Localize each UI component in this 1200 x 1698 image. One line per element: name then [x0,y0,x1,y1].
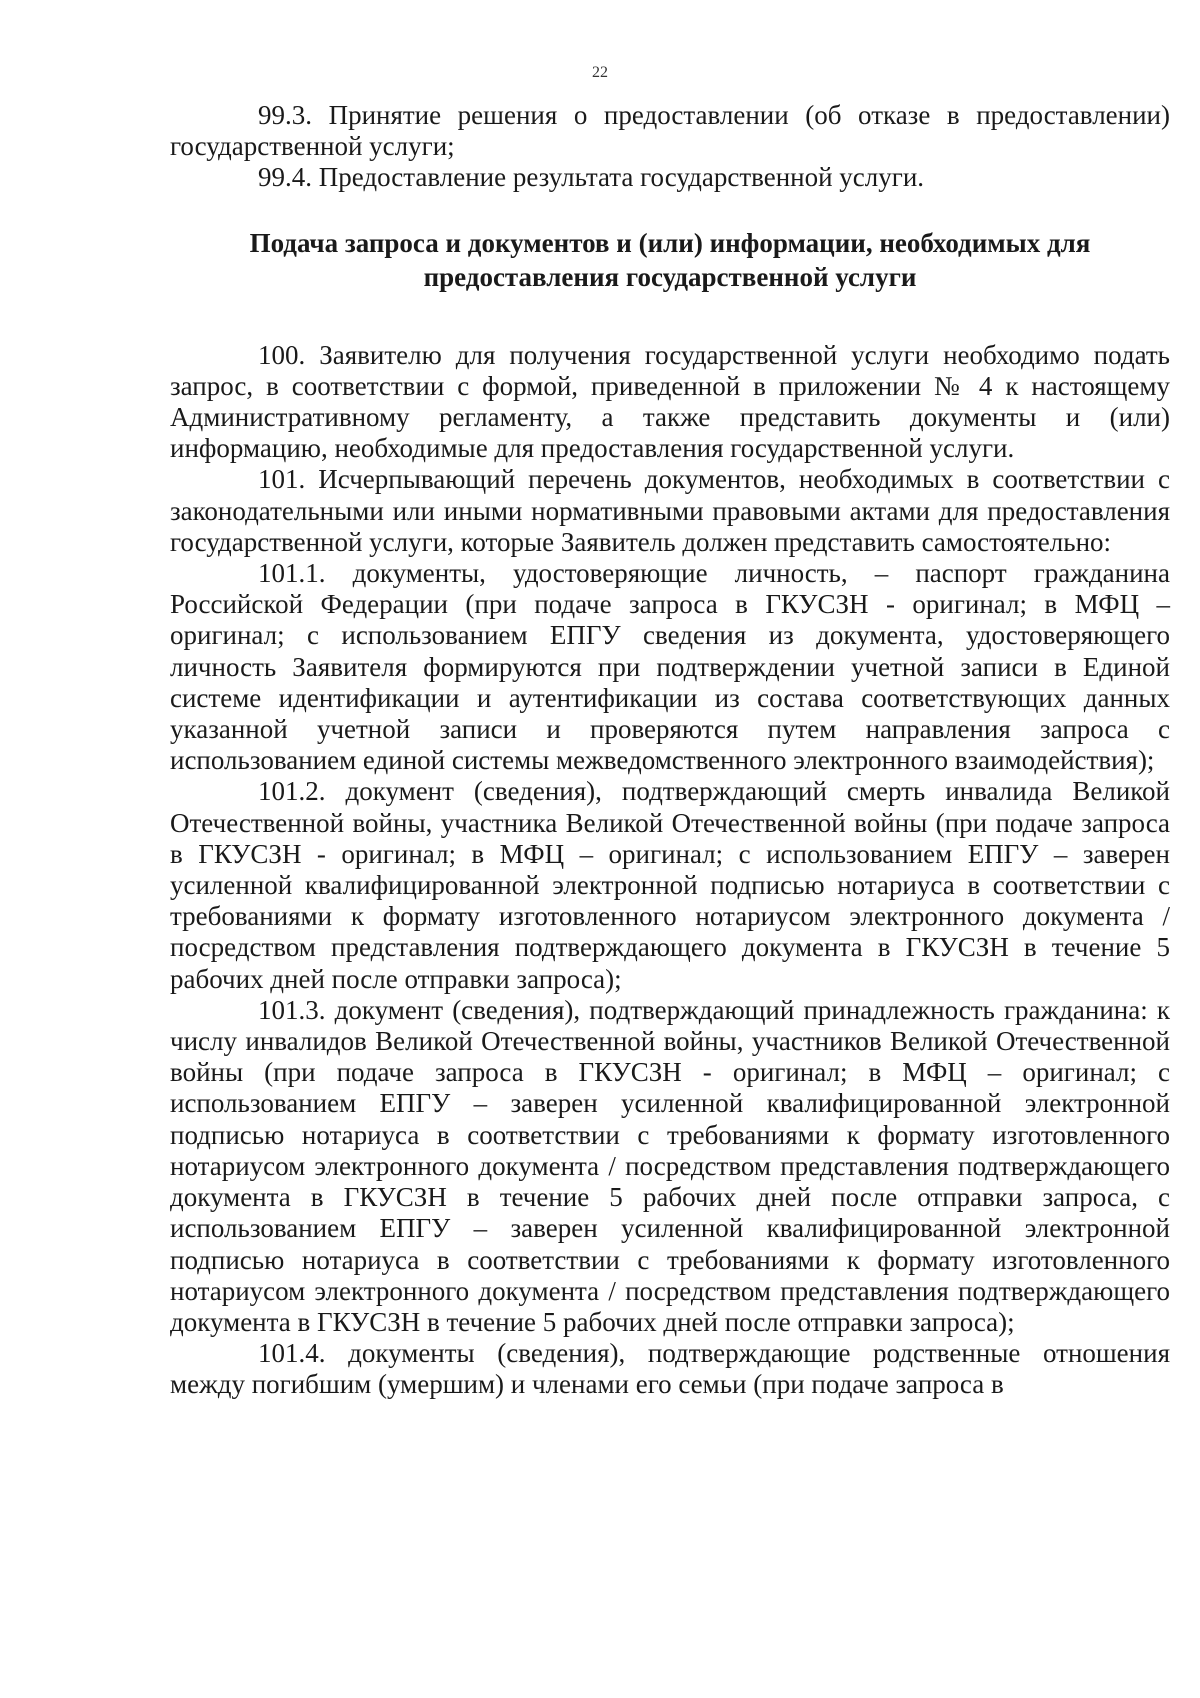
clause-99-3: 99.3. Принятие решения о предоставлении (об отказе в предоставлении) государственной услуги; [170,100,1170,162]
clause-100: 100. Заявителю для получения государственной услуги необходимо подать запрос, в соответствии с формой, приведенной в приложении № 4 к настоящему Административному регламенту, а также представить документы и (или) информацию, необходимые для предоставления государственной услуги. [170,339,1170,464]
clause-99-4: 99.4. Предоставление результата государственной услуги. [258,162,925,193]
section-heading [170,226,1170,294]
clause-101-4: 101.4. документы (сведения), подтверждающие родственные отношения между погибшим (умершим) и членами его семьи (при подаче запроса в [170,1338,1170,1400]
clause-101-3: 101.3. документ (сведения), подтверждающий принадлежность гражданина: к числу инвалидов Великой Отечественной войны, участников Великой Отечественной войны (при подаче запроса в ГКУСЗН - оригинал; в МФЦ – оригинал; с использованием ЕПГУ – заверен усиленной квалифицированной электронной подписью нотариуса в соответствии с требованиями к формату изготовленного нотариусом электронного документа / посредством представления подтверждающего документа в ГКУСЗН в течение 5 рабочих дней после отправки запроса, с использованием ЕПГУ – заверен усиленной квалифицированной электронной подписью нотариуса в соответствии с требованиями к формату изготовленного нотариусом электронного документа / посредством представления подтверждающего документа в ГКУСЗН в течение 5 рабочих дней после отправки запроса); [170,994,1170,1337]
clause-101-1: 101.1. документы, удостоверяющие личность, – паспорт гражданина Российской Федерации (при подаче запроса в ГКУСЗН - оригинал; в МФЦ – оригинал; с использованием ЕПГУ сведения из документа, удостоверяющего личность Заявителя формируются при подтверждении учетной записи в Единой системе идентификации и аутентификации из состава соответствующих данных указанной учетной записи и проверяются путем направления запроса с использованием единой системы межведомственного электронного взаимодействия); [170,558,1170,776]
clause-101: 101. Исчерпывающий перечень документов, необходимых в соответствии с законодательными или иными нормативными правовыми актами для предоставления государственной услуги, которые Заявитель должен представить самостоятельно: [170,464,1170,557]
section-heading-line-2: предоставления государственной услуги [423,261,917,292]
section-heading-line-1: Подача запроса и документов и (или) информации, необходимых для [249,227,1091,258]
document-body [170,100,1170,1401]
clause-101-2: 101.2. документ (сведения), подтверждающий смерть инвалида Великой Отечественной войны, участника Великой Отечественной войны (при подаче запроса в ГКУСЗН - оригинал; в МФЦ – оригинал; с использованием ЕПГУ – заверен усиленной квалифицированной электронной подписью нотариуса в соответствии с требованиями к формату изготовленного нотариусом электронного документа / посредством представления подтверждающего документа в ГКУСЗН в течение 5 рабочих дней после отправки запроса); [170,776,1170,994]
page-number: 22 [592,64,608,81]
